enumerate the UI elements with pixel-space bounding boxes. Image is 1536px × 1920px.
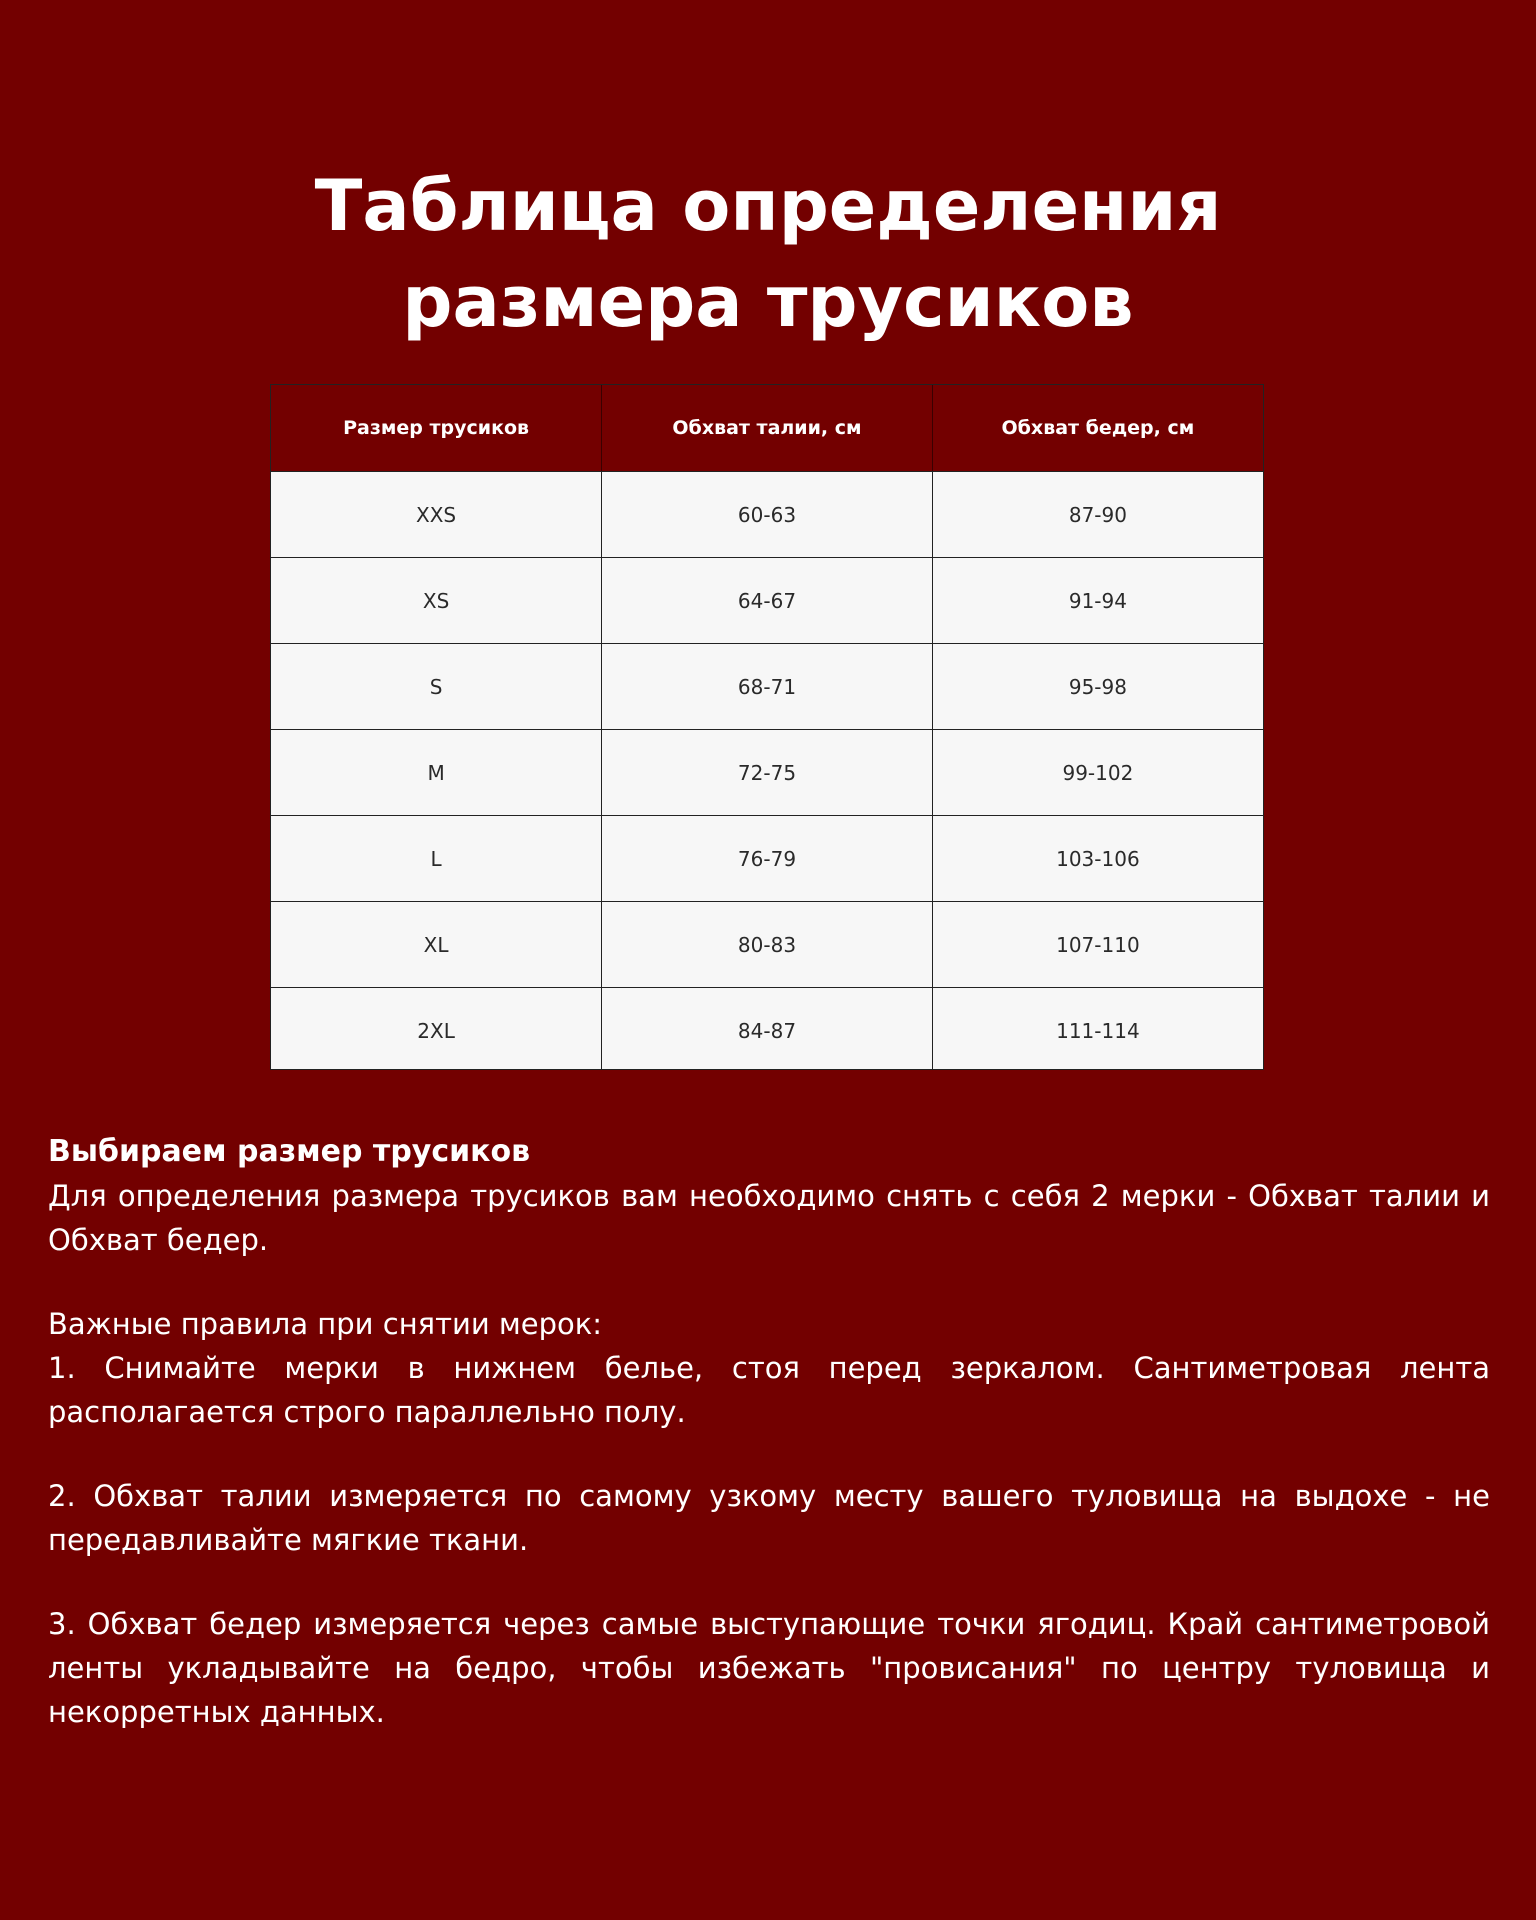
spacer bbox=[48, 1434, 1490, 1474]
rule-1: 1. Снимайте мерки в нижнем белье, стоя перед зеркалом. Сантиметровая лента располагается строго параллельно полу. bbox=[48, 1351, 1490, 1429]
cell-hips: 95-98 bbox=[932, 644, 1263, 730]
page-title-line-2: размера трусиков bbox=[402, 261, 1134, 343]
cell-size: XXS bbox=[271, 472, 602, 558]
cell-hips: 107-110 bbox=[932, 902, 1263, 988]
cell-hips: 103-106 bbox=[932, 816, 1263, 902]
cell-waist: 72-75 bbox=[602, 730, 933, 816]
cell-waist: 64-67 bbox=[602, 558, 933, 644]
info-intro: Для определения размера трусиков вам необходимо снять с себя 2 мерки - Обхват талии и Обхват бедер. bbox=[48, 1179, 1490, 1257]
size-table bbox=[271, 385, 1263, 1070]
cell-waist: 80-83 bbox=[602, 902, 933, 988]
header-size: Размер трусиков bbox=[271, 385, 602, 472]
cell-waist: 84-87 bbox=[602, 988, 933, 1071]
page-title-line-1: Таблица определения bbox=[314, 165, 1222, 247]
spacer bbox=[48, 1262, 1490, 1302]
table-row bbox=[271, 558, 1263, 644]
table-row bbox=[271, 644, 1263, 730]
cell-hips: 99-102 bbox=[932, 730, 1263, 816]
info-section bbox=[48, 1130, 1490, 1734]
cell-hips: 91-94 bbox=[932, 558, 1263, 644]
header-waist: Обхват талии, см bbox=[602, 385, 933, 472]
cell-hips: 111-114 bbox=[932, 988, 1263, 1071]
cell-waist: 68-71 bbox=[602, 644, 933, 730]
rules-title: Важные правила при снятии мерок: bbox=[48, 1307, 603, 1341]
table-header-row bbox=[271, 385, 1263, 472]
cell-waist: 60-63 bbox=[602, 472, 933, 558]
cell-size: M bbox=[271, 730, 602, 816]
page-title bbox=[0, 158, 1536, 350]
cell-size: S bbox=[271, 644, 602, 730]
spacer bbox=[48, 1562, 1490, 1602]
table-row bbox=[271, 472, 1263, 558]
info-heading: Выбираем размер трусиков bbox=[48, 1134, 531, 1169]
rule-2: 2. Обхват талии измеряется по самому узкому месту вашего туловища на выдохе - не передавливайте мягкие ткани. bbox=[48, 1479, 1490, 1557]
header-hips: Обхват бедер, см bbox=[932, 385, 1263, 472]
cell-size: XL bbox=[271, 902, 602, 988]
table-row bbox=[271, 988, 1263, 1071]
table-row bbox=[271, 730, 1263, 816]
cell-size: 2XL bbox=[271, 988, 602, 1071]
cell-size: L bbox=[271, 816, 602, 902]
table-row bbox=[271, 902, 1263, 988]
size-table-container bbox=[270, 384, 1264, 1070]
cell-hips: 87-90 bbox=[932, 472, 1263, 558]
rule-3: 3. Обхват бедер измеряется через самые выступающие точки ягодиц. Край сантиметровой ленты укладывайте на бедро, чтобы избежать "провисания" по центру туловища и некорретных данных. bbox=[48, 1607, 1490, 1729]
cell-size: XS bbox=[271, 558, 602, 644]
cell-waist: 76-79 bbox=[602, 816, 933, 902]
table-row bbox=[271, 816, 1263, 902]
